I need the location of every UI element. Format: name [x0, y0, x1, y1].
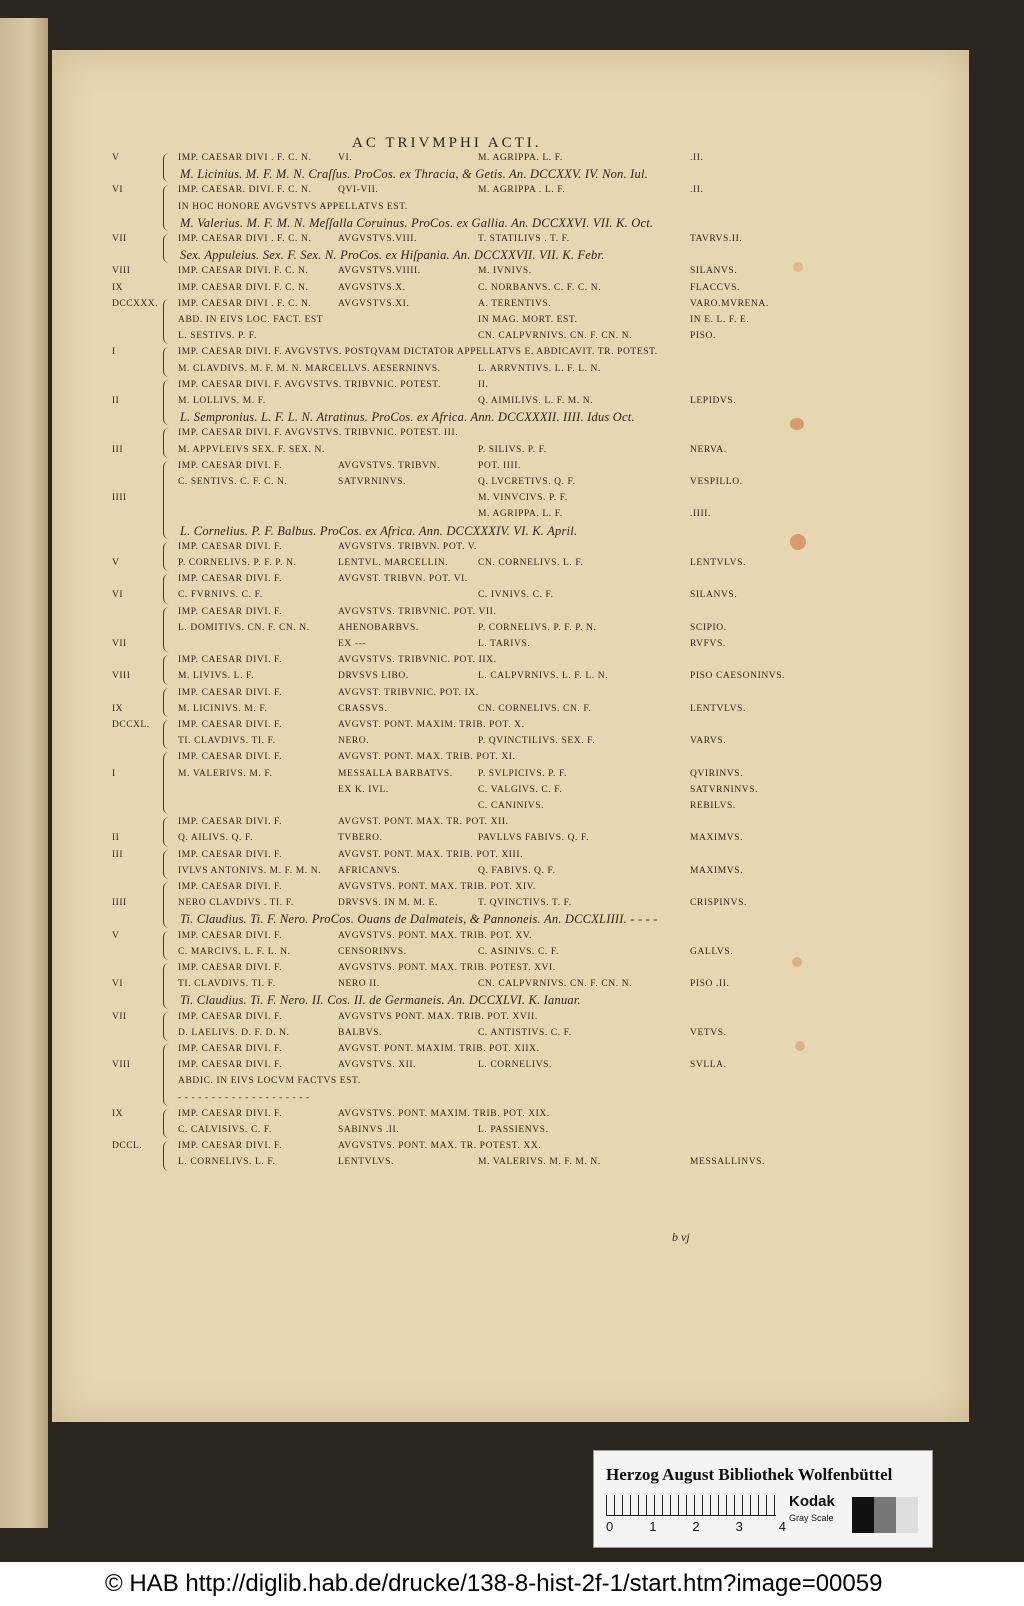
consul-cell: IN E. L. F. E. [690, 315, 750, 325]
facing-page-edge [0, 18, 48, 1528]
consul-cell: SVLLA. [690, 1060, 727, 1071]
consul-cell: P. SILIVS. P. F. [478, 444, 547, 455]
consul-cell: IN MAG. MORT. EST. [478, 315, 578, 325]
consul-cell: AVGVST. TRIBVNIC. POT. IX. [338, 687, 479, 698]
ruler-scale [606, 1495, 776, 1516]
brace-mark [163, 817, 174, 846]
gray-swatch [896, 1497, 918, 1533]
consul-cell: AVGVST. TRIBVN. POT. VI. [338, 574, 468, 585]
consul-cell: IMP. CAESAR DIVI. F. [178, 752, 283, 763]
consul-cell: M. APPVLEIVS SEX. F. SEX. N. [178, 444, 325, 455]
consul-cell: L. DOMITIVS. CN. F. CN. N. [178, 622, 310, 633]
consul-cell: IMP. CAESAR DIVI. F. [178, 655, 283, 666]
ruler-label: 4 [778, 1519, 786, 1534]
consul-cell: M. AGRIPPA . L. F. [478, 185, 566, 196]
consul-cell: TI. CLAVDIVS. TI. F. [178, 736, 276, 747]
year-label: V [112, 558, 120, 568]
consul-cell: GALLVS. [690, 946, 734, 957]
consul-cell: M. VALERIVS. M. F. [178, 768, 273, 779]
consul-cell: AVGVSTVS. TRIBVNIC. POT. VII. [338, 606, 497, 617]
consul-cell: Q. AIMILIVS. L. F. M. N. [478, 396, 594, 406]
ruler-label: 1 [649, 1519, 657, 1534]
consul-cell: RVFVS. [690, 639, 726, 649]
consul-cell: NERO. [338, 736, 370, 747]
brace-mark [163, 153, 174, 182]
consul-cell: C. CANINIVS. [478, 801, 545, 811]
brace-mark [163, 428, 174, 457]
consul-cell: L. CALPVRNIVS. L. F. L. N. [478, 671, 609, 682]
year-label: IX [112, 282, 124, 293]
copyright-link[interactable]: © HAB http://diglib.hab.de/drucke/138-8-hist-2f-1/start.htm?image=00059 [105, 1570, 883, 1597]
consul-cell: MESSALLINVS. [690, 1157, 766, 1168]
stain-mark [790, 418, 804, 430]
brace-mark [163, 655, 174, 684]
ruler-label: 0 [606, 1519, 614, 1534]
consul-cell: IMP. CAESAR DIVI. F. [178, 1044, 283, 1054]
page-title: AC TRIVMPHI ACTI. [352, 135, 542, 151]
brace-mark [163, 461, 174, 539]
consul-cell: P. CORNELIVS. P. F. P. N. [478, 622, 597, 633]
consul-cell: CN. CALPVRNIVS. CN. F. CN. N. [478, 331, 633, 342]
consul-cell: VARVS. [690, 736, 727, 747]
consul-cell: C. ASINIVS. C. F. [478, 946, 559, 957]
consul-cell: BALBVS. [338, 1027, 383, 1038]
year-label: V [112, 930, 120, 941]
consul-cell: AHENOBARBVS. [338, 622, 419, 633]
triumph-entry: M. Licinius. M. F. M. N. Craſſus. ProCos. ex Thracia, & Getis. An. DCCXXV. IV. Non. Iul. [180, 167, 648, 182]
year-label: IX [112, 703, 124, 714]
year-label: DCCL. [112, 1141, 143, 1152]
consul-cell: L. PASSIENVS. [478, 1125, 549, 1135]
brace-mark [163, 1012, 174, 1041]
triumph-entry: L. Sempronius. L. F. L. N. Atratinus. ProCos. ex Africa. Ann. DCCXXXII. IIII. Idus Oct. [180, 410, 635, 425]
consul-cell: - - - - - - - - - - - - - - - - - - - - [178, 1092, 310, 1103]
consul-cell: IMP. CAESAR DIVI. F. [178, 882, 283, 892]
brace-mark [163, 234, 174, 263]
brace-mark [163, 931, 174, 960]
consul-cell: A. TERENTIVS. [478, 298, 552, 309]
brace-mark [163, 1109, 174, 1138]
consul-cell: IMP. CAESAR DIVI. F. [178, 460, 283, 471]
year-label: VI [112, 590, 124, 601]
year-label: DCCXL. [112, 720, 150, 730]
stain-mark [795, 1041, 805, 1051]
consul-cell: SATVRNINVS. [338, 477, 407, 487]
consul-cell: IMP. CAESAR DIVI . F. C. N. [178, 153, 312, 163]
consul-cell: IMP. CAESAR DIVI. F. C. N. [178, 266, 309, 277]
consul-cell: .IIII. [690, 509, 712, 520]
consul-cell: C. IVNIVS. C. F. [478, 590, 554, 601]
consul-cell: P. SVLPICIVS. P. F. [478, 768, 568, 779]
brace-mark [163, 607, 174, 653]
consul-cell: Q. AILIVS. Q. F. [178, 833, 254, 844]
brace-mark [163, 299, 174, 345]
consul-cell: AVGVST. PONT. MAXIM. TRIB. POT. XIIX. [338, 1044, 540, 1054]
consul-cell: AVGVSTVS.XI. [338, 298, 410, 309]
consul-cell: SATVRNINVS. [690, 784, 759, 795]
consul-cell: IVLVS ANTONIVS. M. F. M. N. [178, 865, 322, 876]
consul-cell: NERVA. [690, 444, 727, 455]
consul-cell: LENTVLVS. [690, 558, 746, 568]
triumph-entry: Ti. Claudius. Ti. F. Nero. II. Cos. II. de Germaneis. An. DCCXLVI. K. Ianuar. [180, 993, 581, 1008]
consul-cell: L. CORNELIVS. L. F. [178, 1157, 276, 1168]
consul-cell: VETVS. [690, 1027, 727, 1038]
gray-swatch [874, 1497, 896, 1533]
consul-cell: C. MARCIVS. L. F. L. N. [178, 946, 291, 957]
consul-cell: AVGVSTVS. PONT. MAX. TR. POTEST. XX. [338, 1141, 542, 1152]
year-label: I [112, 347, 116, 358]
triumph-entry: M. Valerius. M. F. M. N. Meſſalla Coruinus. ProCos. ex Gallia. An. DCCXXVI. VII. K. Oct. [180, 215, 654, 230]
consul-cell: IN HOC HONORE AVGVSTVS APPELLATVS EST. [178, 201, 408, 212]
consul-cell: C. NORBANVS. C. F. C. N. [478, 282, 602, 293]
year-label: II [112, 833, 120, 844]
consul-cell: PISO. [690, 331, 716, 342]
signature-mark: b vj [672, 1230, 690, 1244]
consul-cell: IMP. CAESAR DIVI. F. [178, 606, 283, 617]
consul-cell: PISO .II. [690, 979, 730, 990]
consul-cell: AVGVST. PONT. MAX. TRIB. POT. XIII. [338, 849, 524, 860]
consul-cell: CN. CALPVRNIVS. CN. F. CN. N. [478, 979, 633, 990]
consul-cell: T. QVINCTIVS. T. F. [478, 898, 572, 909]
consul-cell: MAXIMVS. [690, 865, 744, 876]
triumph-entry: L. Cornelius. P. F. Balbus. ProCos. ex Africa. Ann. DCCXXXIV. VI. K. April. [180, 523, 578, 538]
consul-cell: IMP. CAESAR DIVI. F. [178, 1108, 283, 1119]
consul-cell: AVGVSTVS. XII. [338, 1060, 417, 1071]
consul-cell: SILANVS. [690, 266, 738, 277]
consul-cell: M. CLAVDIVS. M. F. M. N. MARCELLVS. AESERNINVS. [178, 363, 441, 374]
ruler-label: 3 [735, 1519, 743, 1534]
year-label: V [112, 153, 120, 163]
year-label: I [112, 768, 116, 779]
consul-cell: AVGVST. PONT. MAXIM. TRIB. POT. X. [338, 720, 525, 730]
brace-mark [163, 752, 174, 814]
brace-mark [163, 347, 174, 376]
consul-cell: AVGVSTVS PONT. MAX. TRIB. POT. XVII. [338, 1011, 538, 1022]
consul-cell: AVGVSTVS. TRIBVN. [338, 460, 440, 471]
consul-cell: M. AGRIPPA. L. F. [478, 509, 563, 520]
year-label: VIII [112, 266, 131, 277]
year-label: VII [112, 639, 127, 649]
consul-cell: M. LIVIVS. L. F. [178, 671, 255, 682]
consul-cell: AVGVSTVS. TRIBVNIC. POT. IIX. [338, 655, 497, 666]
consul-cell: AVGVST. PONT. MAX. TRIB. POT. XI. [338, 752, 516, 763]
consul-cell: AVGVSTVS.VIII. [338, 234, 417, 244]
consul-cell: IMP. CAESAR DIVI. F. AVGVSTVS. TRIBVNIC. POTEST. [178, 379, 441, 390]
consul-cell: TAVRVS.II. [690, 234, 743, 244]
consul-cell: IMP. CAESAR DIVI. F. C. N. [178, 282, 309, 293]
brace-mark [163, 963, 174, 1009]
brace-mark [163, 850, 174, 879]
stain-mark [790, 534, 806, 550]
consul-cell: M. LOLLIVS. M. F. [178, 396, 266, 406]
kodak-brand: Kodak [789, 1493, 835, 1510]
consul-cell: C. SENTIVS. C. F. C. N. [178, 477, 288, 487]
consul-cell: MESSALLA BARBATVS. [338, 768, 453, 779]
year-label: DCCXXX. [112, 298, 158, 309]
brace-mark [163, 882, 174, 928]
consul-cell: QVIRINVS. [690, 768, 744, 779]
consul-cell: T. STATILIVS . T. F. [478, 234, 570, 244]
consul-cell: IMP. CAESAR DIVI. F. [178, 1011, 283, 1022]
consul-cell: ABD. IN EIVS LOC. FACT. EST [178, 315, 324, 325]
triumph-entry: Sex. Appuleius. Sex. F. Sex. N. ProCos. ex Hiſpania. An. DCCXXVII. VII. K. Febr. [180, 248, 605, 263]
consul-cell: CN. CORNELIVS. L. F. [478, 558, 584, 568]
consul-cell: IMP. CAESAR DIVI . F. C. N. [178, 234, 312, 244]
consul-cell: TI. CLAVDIVS. TI. F. [178, 979, 276, 990]
year-label: III [112, 849, 123, 860]
consul-cell: AVGVSTVS. PONT. MAXIM. TRIB. POT. XIX. [338, 1108, 550, 1119]
consul-cell: Q. LVCRETIVS. Q. F. [478, 477, 576, 487]
consul-cell: IMP. CAESAR DIVI . F. C. N. [178, 298, 312, 309]
consul-cell: EX K. IVL. [338, 784, 389, 795]
year-label: II [112, 396, 120, 406]
ruler-labels [606, 1519, 786, 1534]
consul-cell: CN. CORNELIVS. CN. F. [478, 703, 592, 714]
consul-cell: L. TARIVS. [478, 639, 531, 649]
consul-cell: AVGVST. PONT. MAX. TR. POT. XII. [338, 817, 509, 828]
consul-cell: VI. [338, 153, 353, 163]
consul-cell: C. CALVISIVS. C. F. [178, 1125, 272, 1135]
consul-cell: PAVLLVS FABIVS. Q. F. [478, 833, 590, 844]
year-label: VII [112, 1011, 127, 1022]
consul-cell: M. VINVCIVS. P. F. [478, 493, 568, 504]
brace-mark [163, 720, 174, 749]
consul-cell: L. CORNELIVS. [478, 1060, 553, 1071]
consul-cell: IMP. CAESAR DIVI. F. [178, 720, 283, 730]
year-label: VIII [112, 1060, 131, 1071]
consul-cell: DRVSVS LIBO. [338, 671, 409, 682]
consul-cell: PISO CAESONINVS. [690, 671, 786, 682]
consul-cell: D. LAELIVS. D. F. D. N. [178, 1027, 290, 1038]
consul-cell: IMP. CAESAR DIVI. F. [178, 963, 283, 973]
brace-mark [163, 1141, 174, 1170]
year-label: IIII [112, 898, 127, 909]
consul-cell: .II. [690, 185, 704, 196]
consul-cell: LENTVLVS. [690, 703, 746, 714]
year-label: III [112, 444, 123, 455]
ruler-label: 2 [692, 1519, 700, 1534]
consul-cell: SILANVS. [690, 590, 738, 601]
consul-cell: EX --- [338, 639, 367, 649]
consul-cell: IMP. CAESAR DIVI. F. [178, 541, 283, 552]
consul-cell: SABINVS .II. [338, 1125, 400, 1135]
consul-cell: AVGVSTVS. TRIBVN. POT. V. [338, 541, 477, 552]
consul-cell: ABDIC. IN EIVS LOCVM FACTVS EST. [178, 1076, 361, 1087]
gray-scale-label: Gray Scale [789, 1513, 834, 1523]
year-label: VII [112, 234, 127, 244]
consul-cell: QVI-VII. [338, 185, 379, 196]
consul-cell: AVGVSTVS. PONT. MAX. TRIB. POTEST. XVI. [338, 963, 556, 973]
gray-swatch [852, 1497, 874, 1533]
consul-cell: AVGVSTVS. PONT. MAX. TRIB. POT. XV. [338, 930, 533, 941]
consul-cell: II. [478, 379, 489, 390]
consul-cell: IMP. CAESAR DIVI. F. AVGVSTVS. TRIBVNIC. POTEST. III. [178, 428, 459, 439]
consul-cell: LENTVLVS. [338, 1157, 394, 1168]
consul-cell: IMP. CAESAR DIVI. F. [178, 1141, 283, 1152]
consul-cell: Q. FABIVS. Q. F. [478, 865, 556, 876]
consul-cell: MAXIMVS. [690, 833, 744, 844]
consul-cell: M. AGRIPPA. L. F. [478, 153, 563, 163]
consul-cell: CRISPINVS. [690, 898, 747, 909]
year-label: VI [112, 185, 124, 196]
library-color-card [593, 1450, 933, 1548]
brace-mark [163, 542, 174, 571]
stain-mark [792, 957, 802, 967]
consul-cell: L. ARRVNTIVS. L. F. L. N. [478, 363, 601, 374]
consul-cell: LEPIDVS. [690, 396, 737, 406]
brace-mark [163, 688, 174, 717]
consul-cell: TVBERO. [338, 833, 383, 844]
consul-cell: NERO II. [338, 979, 380, 990]
consul-cell: LENTVL. MARCELLIN. [338, 558, 449, 568]
consul-cell: .II. [690, 153, 704, 163]
stain-mark [793, 262, 803, 272]
consul-cell: C. FVRNIVS. C. F. [178, 590, 263, 601]
brace-mark [163, 574, 174, 603]
consul-cell: IMP. CAESAR DIVI. F. [178, 849, 283, 860]
consul-cell: CRASSVS. [338, 703, 388, 714]
brace-mark [163, 380, 174, 426]
consul-cell: M. LICINIVS. M. F. [178, 703, 268, 714]
consul-cell: VESPILLO. [690, 477, 743, 487]
year-label: VIII [112, 671, 131, 682]
brace-mark [163, 185, 174, 231]
brace-mark [163, 1044, 174, 1106]
consul-cell: NERO CLAVDIVS . TI. F. [178, 898, 294, 909]
footer-bar [0, 1562, 1024, 1606]
consul-cell: VARO.MVRENA. [690, 298, 769, 309]
consul-cell: SCIPIO. [690, 622, 727, 633]
consul-cell: P. QVINCTILIVS. SEX. F. [478, 736, 596, 747]
consul-cell: REBILVS. [690, 801, 736, 811]
consul-cell: IMP. CAESAR DIVI. F. [178, 930, 283, 941]
consul-cell: IMP. CAESAR. DIVI. F. C. N. [178, 185, 312, 196]
consul-cell: FLACCVS. [690, 282, 740, 293]
consul-cell: AVGVSTVS. PONT. MAX. TRIB. POT. XIV. [338, 882, 536, 892]
consul-cell: AVGVSTVS.VIIII. [338, 266, 421, 277]
consul-cell: IMP. CAESAR DIVI. F. [178, 574, 283, 585]
consul-cell: C. VALGIVS. C. F. [478, 784, 563, 795]
consul-cell: IMP. CAESAR DIVI. F. AVGVSTVS. POSTQVAM DICTATOR APPELLATVS E. ABDICAVIT. TR. POTEST. [178, 347, 658, 358]
consul-cell: IMP. CAESAR DIVI. F. [178, 687, 283, 698]
consul-cell: M. IVNIVS. [478, 266, 532, 277]
consul-cell: M. VALERIVS. M. F. M. N. [478, 1157, 601, 1168]
consul-cell: CENSORINVS. [338, 946, 407, 957]
consul-cell: C. ANTISTIVS. C. F. [478, 1027, 572, 1038]
consul-cell: IMP. CAESAR DIVI. F. [178, 817, 283, 828]
library-name: Herzog August Bibliothek Wolfenbüttel [606, 1465, 893, 1484]
year-label: VI [112, 979, 124, 990]
year-label: IX [112, 1108, 124, 1119]
consul-cell: L. SESTIVS. P. F. [178, 331, 257, 342]
consul-cell: IMP. CAESAR DIVI. F. [178, 1060, 283, 1071]
triumph-entry: Ti. Claudius. Ti. F. Nero. ProCos. Ouans de Dalmateis, & Pannoneis. An. DCCXLIIII. - - - - [180, 912, 658, 927]
consul-cell: AVGVSTVS.X. [338, 282, 406, 293]
consul-cell: POT. IIII. [478, 460, 522, 471]
consul-cell: P. CORNELIVS. P. F. P. N. [178, 558, 297, 568]
year-label: IIII [112, 493, 127, 504]
consul-cell: AFRICANVS. [338, 865, 401, 876]
consul-cell: DRVSVS. IN M. M. E. [338, 898, 438, 909]
